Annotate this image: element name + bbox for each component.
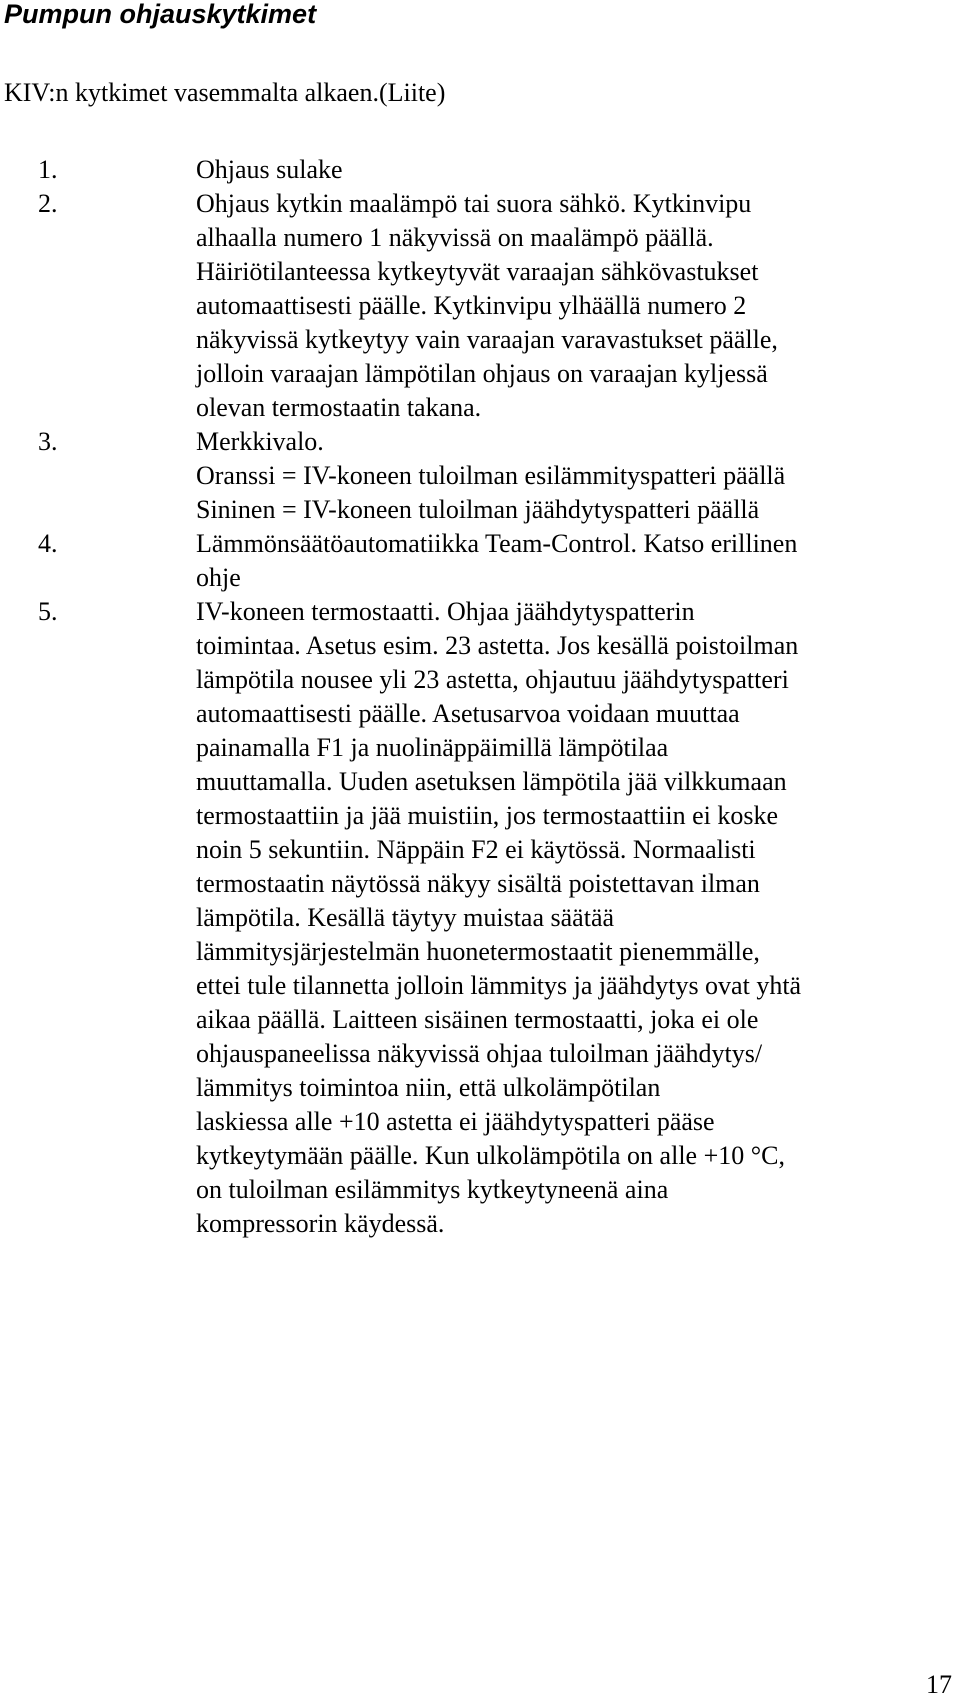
list-item — [38, 187, 953, 425]
list-item-line: lämpötila. Kesällä täytyy muistaa säätää — [196, 903, 615, 932]
list-item-line: laskiessa alle +10 astetta ei jäähdytyspatteri pääse — [196, 1107, 715, 1136]
list-item-line: termostaattiin ja jää muistiin, jos termostaattiin ei koske — [196, 801, 778, 830]
list-item-number: 2. — [38, 189, 58, 218]
list-item-line: kompressorin käydessä. — [196, 1209, 445, 1238]
list-item-line: toimintaa. Asetus esim. 23 astetta. Jos kesällä poistoilman — [196, 631, 799, 660]
list-item-line: ettei tule tilannetta jolloin lämmitys ja jäähdytys ovat yhtä — [196, 971, 802, 1000]
list-item-line: alhaalla numero 1 näkyvissä on maalämpö päällä. — [196, 223, 714, 252]
switch-list — [38, 153, 953, 1241]
list-item-line: muuttamalla. Uuden asetuksen lämpötila jää vilkkumaan — [196, 767, 787, 796]
list-item-line: aikaa päällä. Laitteen sisäinen termostaatti, joka ei ole — [196, 1005, 759, 1034]
list-item-line: kytkeytymään päälle. Kun ulkolämpötila on alle +10 °C, — [196, 1141, 785, 1170]
list-item-line: ohje — [196, 563, 241, 592]
list-item-line: Sininen = IV-koneen tuloilman jäähdytyspatteri päällä — [196, 495, 760, 524]
list-item-line: jolloin varaajan lämpötilan ohjaus on varaajan kyljessä — [196, 359, 768, 388]
list-item-line: termostaatin näytössä näkyy sisältä poistettavan ilman — [196, 869, 760, 898]
list-item-line: lämmitysjärjestelmän huonetermostaatit pienemmälle, — [196, 937, 760, 966]
list-item-line: lämpötila nousee yli 23 astetta, ohjautuu jäähdytyspatteri — [196, 665, 789, 694]
list-item — [38, 425, 953, 527]
list-item-line: Merkkivalo. — [196, 427, 324, 456]
list-item-line: Ohjaus kytkin maalämpö tai suora sähkö. Kytkinvipu — [196, 189, 752, 218]
list-item — [38, 153, 953, 187]
list-item-line: automaattisesti päälle. Asetusarvoa voidaan muuttaa — [196, 699, 740, 728]
list-item-line: IV-koneen termostaatti. Ohjaa jäähdytyspatterin — [196, 597, 695, 626]
list-item-line: Häiriötilanteessa kytkeytyvät varaajan sähkövastukset — [196, 257, 759, 286]
list-item-line: on tuloilman esilämmitys kytkeytyneenä aina — [196, 1175, 669, 1204]
list-item-line: Oranssi = IV-koneen tuloilman esilämmityspatteri päällä — [196, 461, 786, 490]
list-item-number: 3. — [38, 427, 58, 456]
list-item — [38, 527, 953, 595]
list-item-line: automaattisesti päälle. Kytkinvipu ylhäällä numero 2 — [196, 291, 747, 320]
list-item-line: näkyvissä kytkeytyy vain varaajan varavastukset päälle, — [196, 325, 778, 354]
list-item-line: painamalla F1 ja nuolinäppäimillä lämpötilaa — [196, 733, 669, 762]
intro-text: KIV:n kytkimet vasemmalta alkaen.(Liite) — [4, 78, 446, 107]
list-item — [38, 595, 953, 1241]
list-item-line: noin 5 sekuntiin. Näppäin F2 ei käytössä. Normaalisti — [196, 835, 756, 864]
list-item-line: olevan termostaatin takana. — [196, 393, 482, 422]
page-number: 17 — [926, 1670, 952, 1699]
page-title: Pumpun ohjauskytkimet — [4, 0, 317, 29]
list-item-line: ohjauspaneelissa näkyvissä ohjaa tuloilman jäähdytys/ — [196, 1039, 763, 1068]
list-item-line: lämmitys toimintoa niin, että ulkolämpötilan — [196, 1073, 661, 1102]
list-item-line: Lämmönsäätöautomatiikka Team-Control. Katso erillinen — [196, 529, 798, 558]
list-item-line: Ohjaus sulake — [196, 155, 343, 184]
list-item-number: 5. — [38, 597, 58, 626]
list-item-number: 1. — [38, 155, 58, 184]
list-item-number: 4. — [38, 529, 58, 558]
